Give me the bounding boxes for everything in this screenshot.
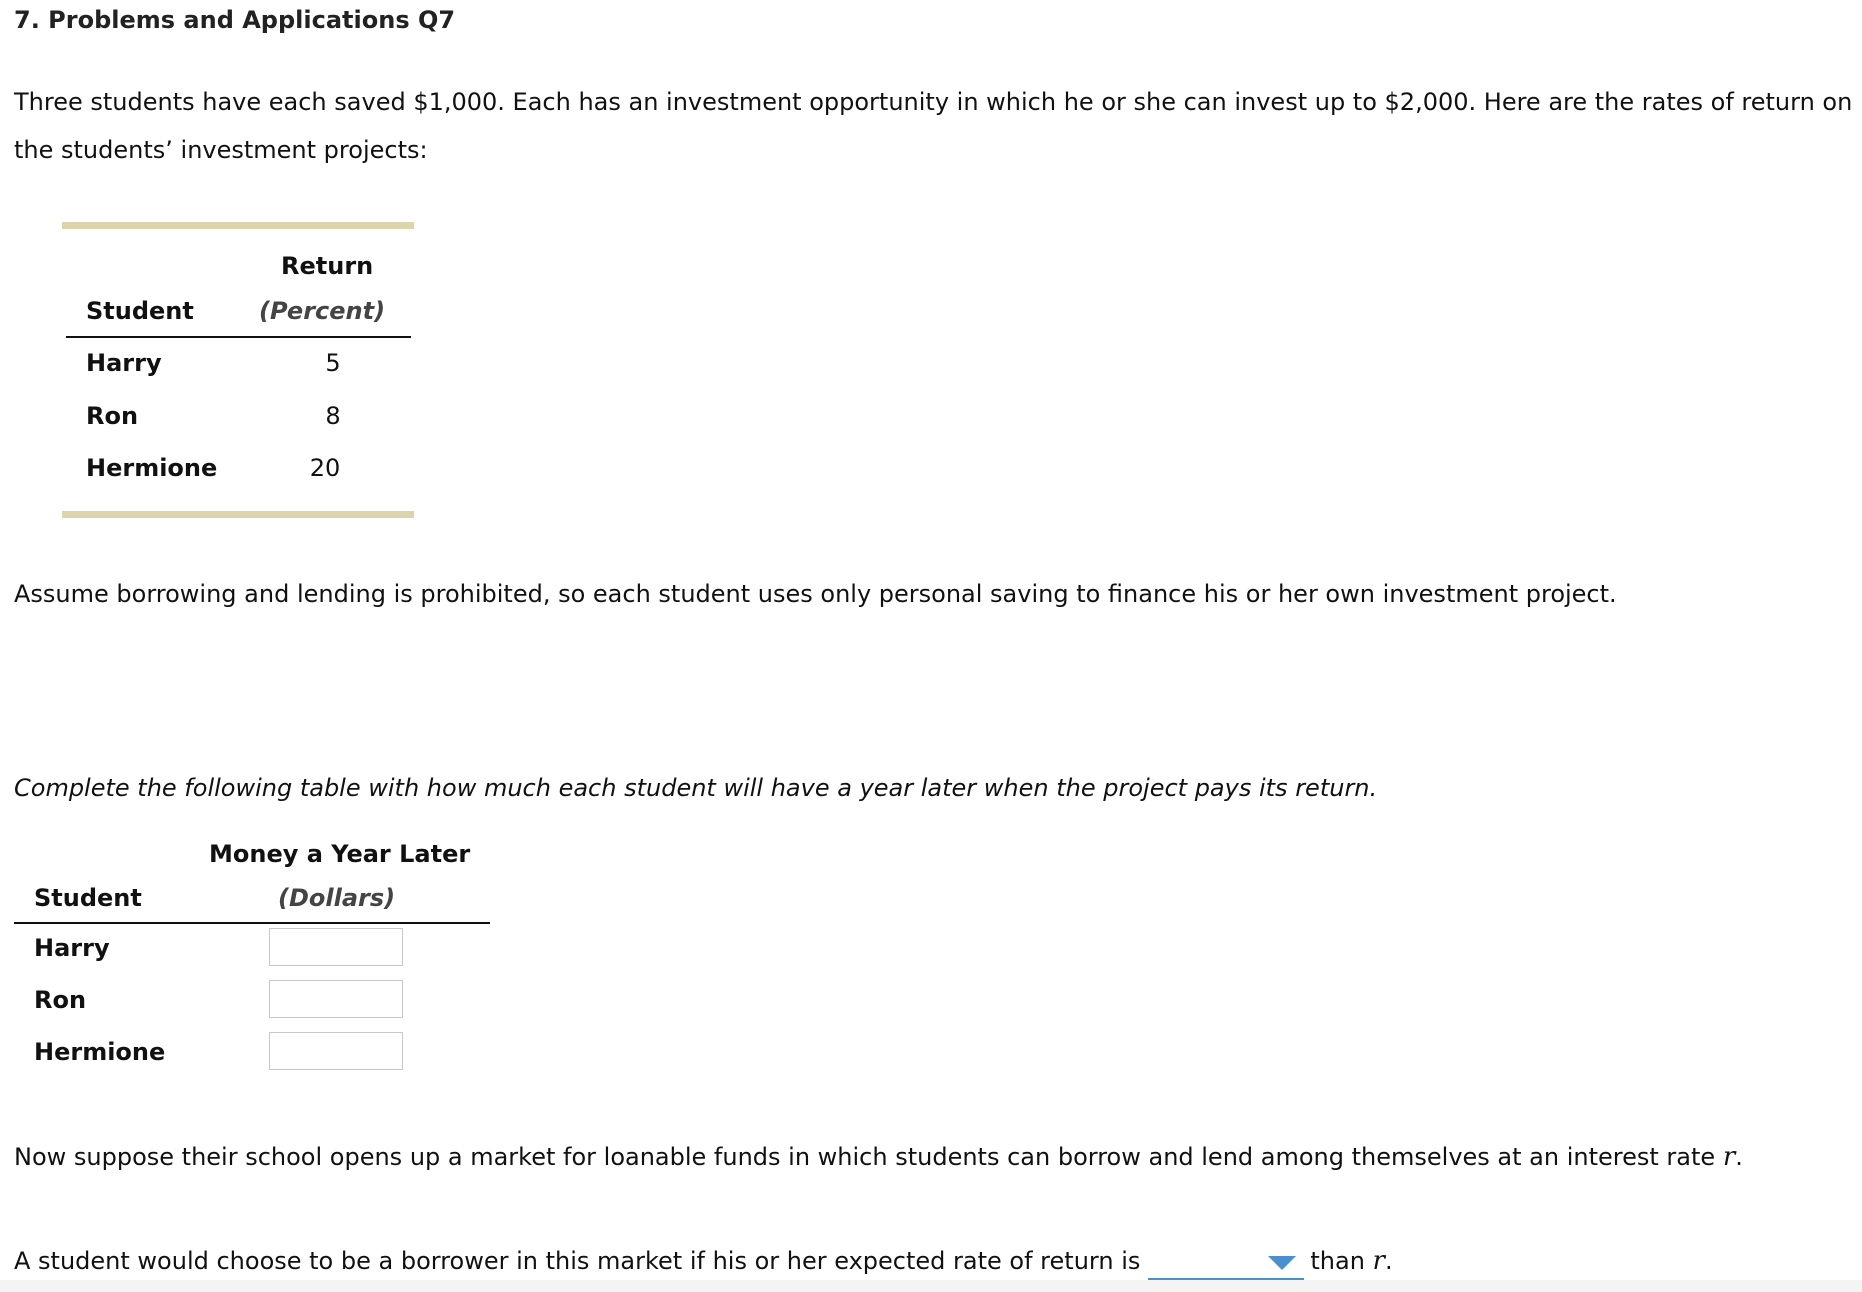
return-header: Return — [281, 252, 374, 280]
row-value-ron: 8 — [325, 402, 341, 430]
row-value-hermione: 20 — [309, 454, 341, 482]
borrower-rate-variable: r — [1372, 1246, 1385, 1276]
borrower-period: . — [1384, 1247, 1393, 1275]
row-value-harry: 5 — [325, 349, 341, 377]
question-title: 7. Problems and Applications Q7 — [14, 6, 456, 34]
money-row-label-ron: Ron — [34, 986, 87, 1014]
money-row-label-hermione: Hermione — [34, 1038, 166, 1066]
market-period: . — [1735, 1143, 1743, 1171]
market-text: Now suppose their school opens up a market for loanable funds in which students can borrow and lend among themselves at an interest rate — [14, 1143, 1716, 1171]
money-table — [14, 830, 494, 1090]
borrower-text: A student would choose to be a borrower in this market if his or her expected rate of return is — [14, 1247, 1141, 1275]
money-header-rule — [14, 922, 490, 924]
percent-header: (Percent) — [259, 297, 386, 325]
rate-comparison-dropdown[interactable] — [1148, 1242, 1304, 1281]
row-label-ron: Ron — [86, 402, 139, 430]
page-bottom-edge — [0, 1280, 1862, 1292]
borrower-sentence — [14, 1237, 1393, 1285]
table-bottom-rule — [62, 511, 414, 518]
interest-rate-variable: r — [1722, 1142, 1736, 1172]
borrower-than-text: than — [1310, 1247, 1365, 1275]
intro-paragraph: Three students have each saved $1,000. Each has an investment opportunity in which he or she can invest up to $2,000. Here are the rates of return on the students’ investment projects: — [14, 88, 1853, 164]
header-rule — [66, 336, 411, 338]
assume-paragraph: Assume borrowing and lending is prohibited, so each student uses only personal saving to finance his or her own investment project. — [14, 580, 1617, 608]
ron-money-input[interactable] — [269, 980, 403, 1018]
hermione-money-input[interactable] — [269, 1032, 403, 1070]
instruction-paragraph: Complete the following table with how much each student will have a year later when the project pays its return. — [14, 774, 1378, 802]
money-header: Money a Year Later — [209, 840, 471, 868]
row-label-harry: Harry — [86, 349, 162, 377]
row-label-hermione: Hermione — [86, 454, 218, 482]
harry-money-input[interactable] — [269, 928, 403, 966]
return-table — [62, 222, 412, 518]
money-row-label-harry: Harry — [34, 934, 110, 962]
dollars-header: (Dollars) — [278, 884, 396, 912]
market-paragraph — [14, 1133, 1743, 1181]
chevron-down-icon[interactable] — [1268, 1256, 1296, 1270]
money-student-header: Student — [34, 884, 142, 912]
table-top-rule — [62, 222, 414, 229]
student-header: Student — [86, 297, 194, 325]
